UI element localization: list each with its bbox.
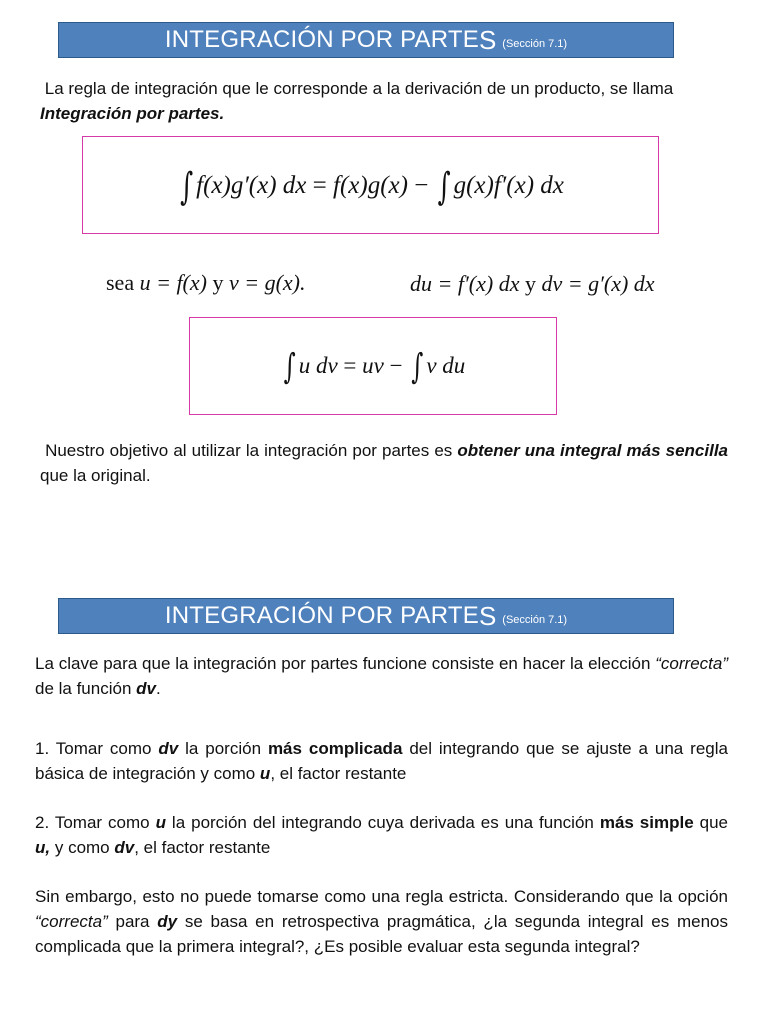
clave-paragraph (35, 651, 728, 701)
sea-definitions (106, 270, 306, 296)
objective-paragraph (40, 438, 728, 488)
intro-text: La regla de integración que le corresponde a la derivación de un producto, se llama (44, 79, 674, 98)
clave-pre: La clave para que la integración por partes funcione consiste en hacer la elección (35, 654, 651, 673)
item1-mid2: del integrando que se ajuste a una regla básica de integración y como (35, 739, 728, 783)
formula1-lhs: f(x)g′(x) dx (196, 172, 307, 199)
formula1-rhs: g(x)f′(x) dx (453, 172, 564, 199)
formula1-minus: − (414, 172, 429, 199)
item1-u: u (259, 764, 271, 783)
formula2-rhs: v du (426, 353, 466, 378)
intro-bold: Integración por partes. (40, 104, 225, 123)
dv-definition: dv = g′(x) dx (541, 271, 655, 296)
integral-symbol: ∫ (437, 164, 451, 208)
item2-u2: u, (35, 838, 51, 857)
formula2-uv: uv (362, 353, 384, 378)
item2-pre: 2. Tomar como (35, 813, 150, 832)
final-italic: “correcta” (35, 912, 108, 931)
y-word-2: y (524, 271, 536, 296)
du-dv-definitions (410, 271, 655, 297)
slide2-title-last-letter: S (478, 600, 497, 631)
objective-bold: obtener una integral más sencilla (457, 441, 728, 460)
item2-mid3: y como (54, 838, 110, 857)
slide1-title-banner (58, 22, 674, 58)
slide1-title-section: (Sección 7.1) (502, 38, 568, 50)
integral-symbol: ∫ (411, 348, 424, 387)
objective-post: que la original. (40, 466, 151, 485)
slide2-title-banner (58, 598, 674, 634)
formula-integration-by-parts (177, 164, 564, 208)
item2-u: u (155, 813, 166, 832)
objective-pre: Nuestro objetivo al utilizar la integración por partes es (45, 441, 453, 460)
final-post: se basa en retrospectiva pragmática, ¿la segunda integral es menos complicada que la primera integral?, ¿Es posible evaluar esta segunda integral? (35, 912, 728, 956)
item1-pre: 1. Tomar como (35, 739, 152, 758)
integral-symbol: ∫ (180, 164, 194, 208)
item1-dv: dv (158, 739, 179, 758)
item2-mid1: la porción del integrando cuya derivada es una función (171, 813, 594, 832)
clave-mid: de la función (35, 679, 132, 698)
rule-item-1 (35, 736, 728, 786)
sea-word: sea (106, 270, 135, 295)
slide2-title: INTEGRACIÓN POR PARTE (164, 602, 479, 629)
item2-bold: más simple (599, 813, 694, 832)
du-definition: du = f′(x) dx (410, 271, 520, 296)
slide1-title-last-letter: S (478, 24, 497, 55)
formula-udv (281, 348, 466, 387)
formula2-lhs: u dv (298, 353, 338, 378)
slide2-title-section: (Sección 7.1) (502, 614, 568, 626)
item2-mid2: que (699, 813, 729, 832)
item1-bold: más complicada (267, 739, 403, 758)
clave-end: . (155, 679, 161, 698)
clave-dv: dv (136, 679, 156, 698)
u-definition: u = f(x) (139, 270, 207, 295)
y-word-1: y (212, 270, 224, 295)
formula1-equals: = (312, 172, 327, 199)
clave-italic: “correcta” (655, 654, 728, 673)
item1-end: , el factor restante (270, 764, 407, 783)
final-mid: para (115, 912, 150, 931)
formula2-minus: − (389, 353, 403, 378)
formula-box-2 (189, 317, 557, 415)
formula-box-1 (82, 136, 659, 234)
formula2-equals: = (343, 353, 357, 378)
formula1-term1: f(x)g(x) (333, 172, 408, 199)
rule-item-2 (35, 810, 728, 860)
item2-end: , el factor restante (134, 838, 271, 857)
v-definition: v = g(x). (228, 270, 306, 295)
item2-dv: dv (114, 838, 135, 857)
slide1-intro-paragraph (40, 76, 730, 126)
integral-symbol: ∫ (283, 348, 296, 387)
final-paragraph (35, 884, 728, 959)
final-pre: Sin embargo, esto no puede tomarse como una regla estricta. Considerando que la opción (35, 887, 728, 906)
item1-mid1: la porción (185, 739, 262, 758)
final-dy: dy (157, 912, 178, 931)
slide1-title: INTEGRACIÓN POR PARTE (164, 26, 479, 53)
